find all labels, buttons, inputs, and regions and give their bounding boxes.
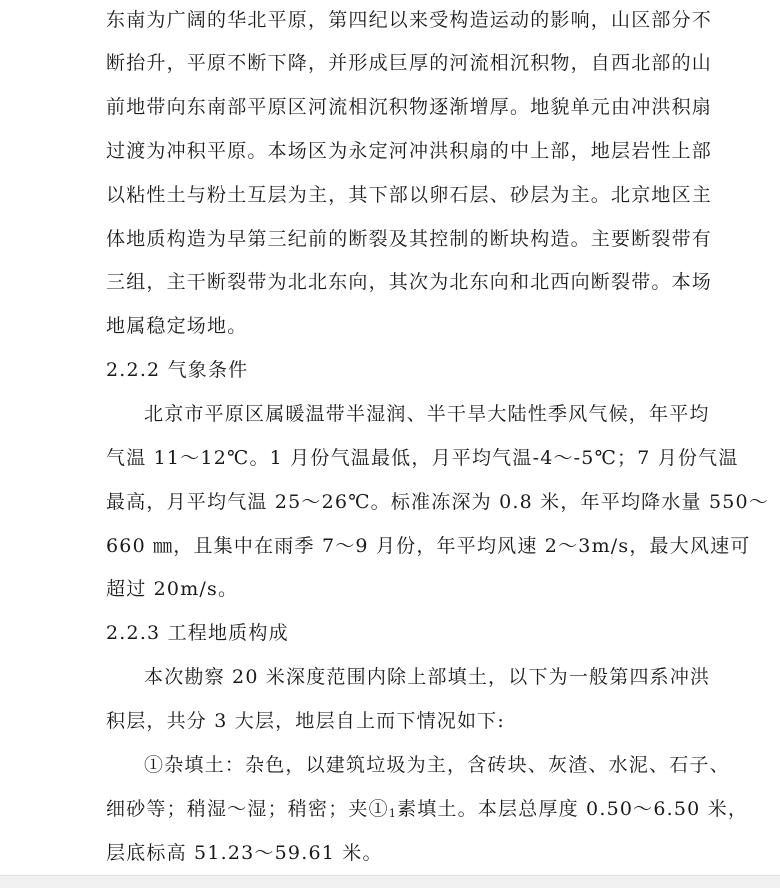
text-line: ①杂填土：杂色，以建筑垃圾为主，含砖块、灰渣、水泥、石子、 <box>144 754 730 776</box>
text-fragment: 素填土。本层总厚度 0.50～6.50 米， <box>397 798 749 820</box>
text-line: 东南为广阔的华北平原，第四纪以来受构造运动的影响，山区部分不 <box>106 9 713 31</box>
text-line: 积层，共分 3 大层，地层自上而下情况如下: <box>106 710 505 732</box>
text-line: 气温 11～12℃。1 月份气温最低，月平均气温-4～-5℃；7 月份气温 <box>106 447 739 469</box>
text-line: 前地带向东南部平原区河流相沉积物逐渐增厚。地貌单元由冲洪积扇 <box>106 96 713 118</box>
text-line: 660 ㎜，且集中在雨季 7～9 月份，年平均风速 2～3m/s，最大风速可 <box>106 535 751 557</box>
text-line: 最高，月平均气温 25～26℃。标准冻深为 0.8 米，年平均降水量 550～ <box>106 491 770 513</box>
subscript: 1 <box>388 807 398 820</box>
text-line: 体地质构造为早第三纪前的断裂及其控制的断块构造。主要断裂带有 <box>106 228 713 250</box>
text-line: 北京市平原区属暖温带半湿润、半干旱大陆性季风气候，年平均 <box>144 403 710 425</box>
page-bottom-band <box>0 875 780 888</box>
section-heading: 2.2.3 工程地质构成 <box>106 622 289 644</box>
section-heading: 2.2.2 气象条件 <box>106 359 249 381</box>
text-line: 以粘性土与粉土互层为主，其下部以卵石层、砂层为主。北京地区主 <box>106 184 713 206</box>
text-line: 三组，主干断裂带为北北东向，其次为北东向和北西向断裂带。本场 <box>106 271 713 293</box>
text-line: 层底标高 51.23～59.61 米。 <box>106 842 383 864</box>
text-line: 断抬升，平原不断下降，并形成巨厚的河流相沉积物，自西北部的山 <box>106 52 713 74</box>
text-line: 本次勘察 20 米深度范围内除上部填土，以下为一般第四系冲洪 <box>144 666 711 688</box>
text-line-with-subscript <box>106 797 749 826</box>
text-line: 地属稳定场地。 <box>106 315 248 337</box>
text-line: 超过 20m/s。 <box>106 578 239 600</box>
text-fragment: 细砂等；稍湿～湿；稍密；夹① <box>106 798 389 820</box>
text-line: 过渡为冲积平原。本场区为永定河冲洪积扇的中上部，地层岩性上部 <box>106 140 713 162</box>
